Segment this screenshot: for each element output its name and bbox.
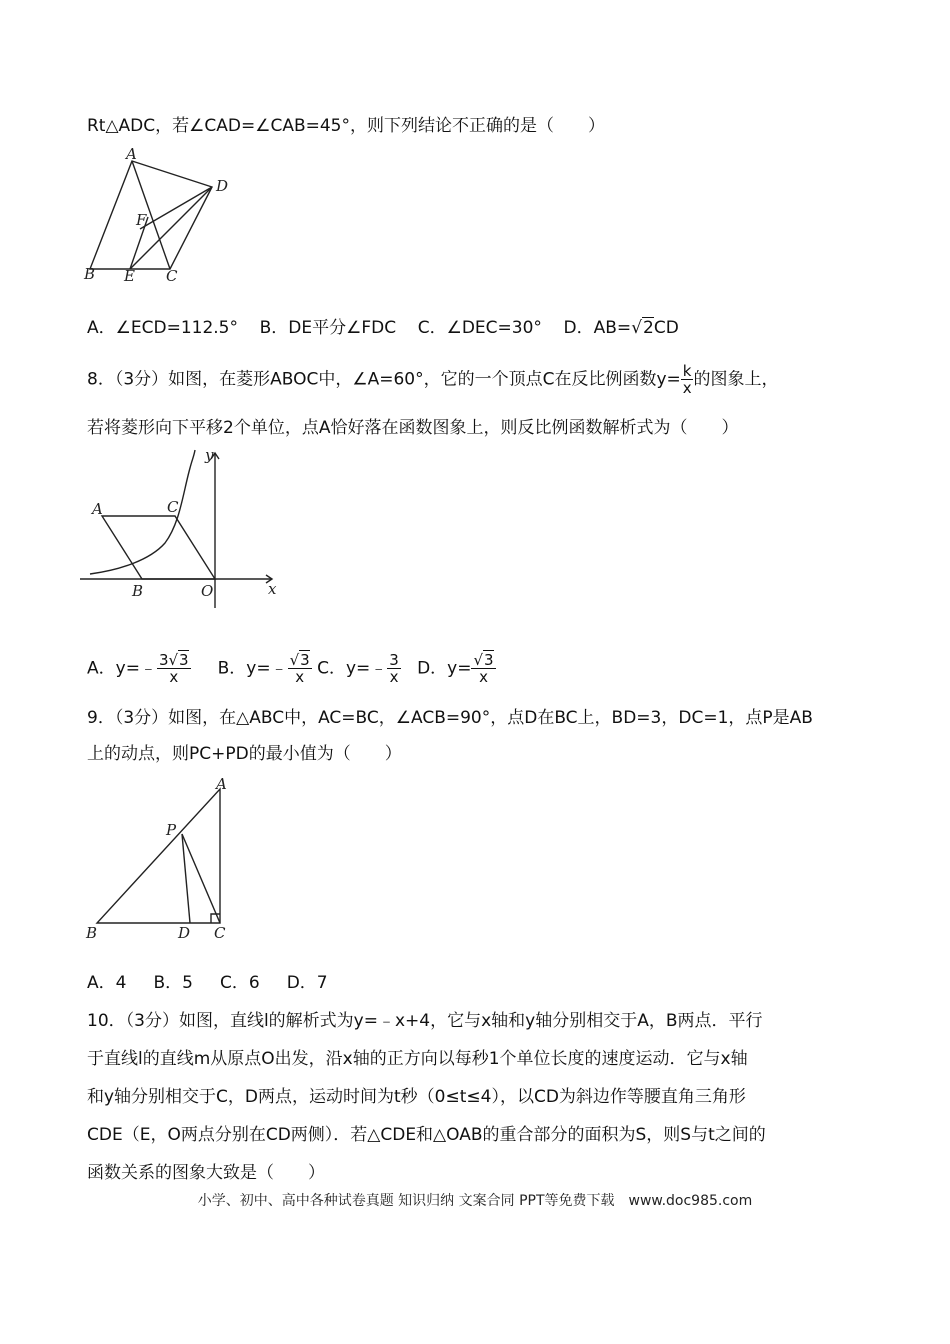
q8-stem-line2: 若将菱形向下平移2个单位，点A恰好落在函数图象上，则反比例函数解析式为（ ） xyxy=(87,418,739,438)
q8-option-d: D．y= $\frac{√3}{x}$ xyxy=(417,651,494,686)
q9-option-b: B．5 xyxy=(153,973,193,993)
q7-label-B: B xyxy=(84,265,96,283)
q8-option-b: B．y=﹣ $\frac{√3}{x}$ xyxy=(217,651,310,686)
q10-line2: 于直线l的直线m从原点O出发，沿x轴的正方向以每秒1个单位长度的速度运动．它与x轴 xyxy=(87,1049,748,1069)
q10-line3: 和y轴分别相交于C，D两点，运动时间为t秒（0≤t≤4），以CD为斜边作等腰直角三角形 xyxy=(87,1087,746,1107)
q8-figure xyxy=(80,448,290,608)
q10-line5: 函数关系的图象大致是（ ） xyxy=(87,1163,325,1183)
q9-figure xyxy=(80,775,240,945)
q8-frac: $\frac{k}{x}$ xyxy=(682,362,692,397)
q9-label-A: A xyxy=(216,775,227,793)
q9-option-d: D．7 xyxy=(286,973,328,993)
q8-options xyxy=(87,652,496,685)
q9-label-C: C xyxy=(214,924,226,942)
q8-label-A: A xyxy=(92,500,103,518)
q9-option-a: A．4 xyxy=(87,973,127,993)
q7-stem: Rt△ADC，若∠CAD=∠CAB=45°，则下列结论不正确的是（ ） xyxy=(87,116,605,136)
q7-sqrt: 2 xyxy=(643,318,654,338)
q7-option-a: A．∠ECD=112.5° xyxy=(87,318,238,338)
q7-label-A: A xyxy=(126,145,137,163)
q9-line1: 9．（3分）如图，在△ABC中，AC=BC，∠ACB=90°，点D在BC上，BD=3，DC=1，点P是AB xyxy=(87,708,813,728)
q8-label-B: B xyxy=(132,582,144,600)
q9-label-P: P xyxy=(166,821,177,839)
q7-option-c: C．∠DEC=30° xyxy=(417,318,542,338)
q8-option-c: C．y=﹣ $\frac{3}{x}$ xyxy=(317,651,399,686)
q8-label-C: C xyxy=(167,498,179,516)
q7-options xyxy=(87,316,679,340)
q7-label-F: F xyxy=(136,211,147,229)
q7-label-D: D xyxy=(216,177,229,195)
q10-line4: CDE（E，O两点分别在CD两侧）．若△CDE和△OAB的重合部分的面积为S，则S与t之间的 xyxy=(87,1125,766,1145)
q9-label-D: D xyxy=(178,924,191,942)
q8-label-O: O xyxy=(201,582,214,600)
q7-figure xyxy=(80,145,229,285)
q9-options xyxy=(87,971,328,995)
q10-line1: 10．（3分）如图，直线l的解析式为y=﹣x+4，它与x轴和y轴分别相交于A，B两点．平行 xyxy=(87,1011,763,1031)
q7-label-E: E xyxy=(124,267,135,285)
q9-line2: 上的动点，则PC+PD的最小值为（ ） xyxy=(87,744,402,764)
q7-label-C: C xyxy=(166,267,178,285)
q8-option-a: A．y=﹣ $\frac{3√3}{x}$ xyxy=(87,651,189,686)
q7-option-b: B．DE平分∠FDC xyxy=(259,318,397,338)
q7-option-d: D．AB=√2CD xyxy=(563,318,679,338)
q9-option-c: C．6 xyxy=(220,973,260,993)
page-footer: 小学、初中、高中各种试卷真题 知识归纳 文案合同 PPT等免费下载 www.doc985.com xyxy=(197,1193,753,1209)
q8-label-x: x xyxy=(268,580,277,598)
q9-label-B: B xyxy=(86,924,98,942)
q8-stem: 8．（3分）如图，在菱形ABOC中，∠A=60°，它的一个顶点C在反比例函数y= $\frac{k}{x}$ 的图象上， xyxy=(87,362,779,397)
q8-label-y: y xyxy=(205,446,214,464)
